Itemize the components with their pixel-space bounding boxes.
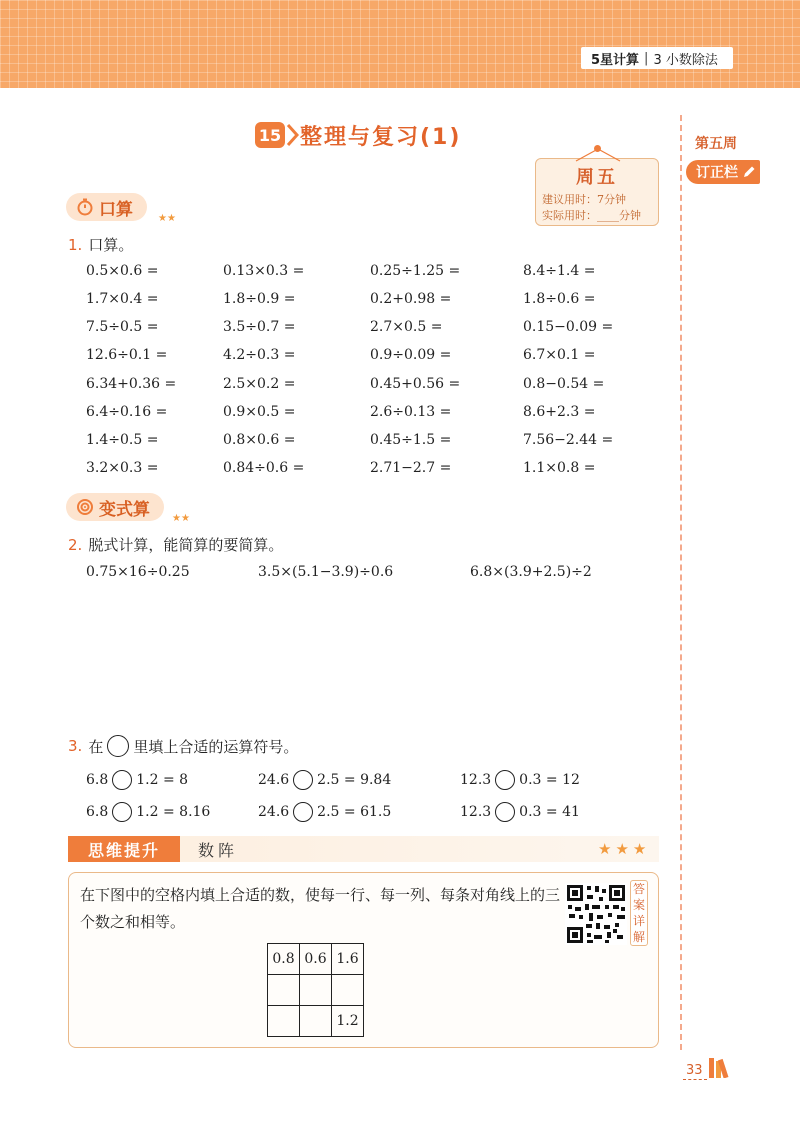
fill-expression	[460, 802, 580, 822]
thinking-tag: 思维提升	[68, 836, 180, 862]
week-label: 第五周	[695, 136, 737, 152]
expression: 8.4÷1.4 =	[523, 263, 596, 279]
operand: 12.3	[460, 772, 492, 788]
thinking-text: 在下图中的空格内填上合适的数，使每一行、每一列、每条对角线上的三个数之和相等。	[80, 886, 561, 931]
qr-code-icon[interactable]	[565, 883, 627, 945]
question-number: 2.	[68, 536, 83, 554]
grid-cell-blank[interactable]	[332, 975, 364, 1006]
section-label: 变式算	[99, 499, 150, 520]
operand: 24.6	[258, 772, 290, 788]
expression: 1.4÷0.5 =	[86, 432, 159, 448]
expression: 6.4÷0.16 =	[86, 404, 168, 420]
operand-result: 0.3 = 12	[519, 772, 580, 788]
answer-char: 详	[632, 914, 645, 928]
expression: 7.5÷0.5 =	[86, 319, 159, 335]
blank-circle-icon	[107, 735, 129, 757]
expression: 0.84÷0.6 =	[223, 460, 305, 476]
operator-blank[interactable]	[495, 770, 515, 790]
fill-expression	[258, 770, 391, 790]
expression: 2.71−2.7 =	[370, 460, 452, 476]
question-1	[68, 234, 133, 255]
expression: 6.8×(3.9+2.5)÷2	[470, 564, 592, 580]
header-separator: |	[644, 50, 649, 66]
correction-label: 订正栏	[696, 165, 738, 181]
question-number: 3.	[68, 737, 83, 755]
expression: 0.13×0.3 =	[223, 263, 305, 279]
operand: 6.8	[86, 804, 109, 820]
expression: 1.7×0.4 =	[86, 291, 159, 307]
expression: 0.8−0.54 =	[523, 376, 605, 392]
expression: 4.2÷0.3 =	[223, 347, 296, 363]
section-tag-variation	[66, 493, 164, 521]
grid-cell-blank[interactable]	[300, 975, 332, 1006]
chapter-tab	[581, 47, 733, 69]
question-text: 脱式计算，能简算的要简算。	[88, 536, 284, 554]
expression: 0.25÷1.25 =	[370, 263, 461, 279]
expression: 2.7×0.5 =	[370, 319, 443, 335]
target-icon	[76, 498, 94, 516]
operand-result: 1.2 = 8.16	[136, 804, 211, 820]
fill-expression	[86, 770, 188, 790]
day-name: 周五	[576, 167, 618, 188]
expression: 0.5×0.6 =	[86, 263, 159, 279]
star-icon: ★★	[158, 213, 176, 224]
expression: 2.5×0.2 =	[223, 376, 296, 392]
operator-blank[interactable]	[495, 802, 515, 822]
binding-line	[680, 115, 682, 1050]
grid-cell: 0.8	[268, 944, 300, 975]
expression: 1.8÷0.6 =	[523, 291, 596, 307]
answer-char: 答	[632, 882, 645, 896]
difficulty-stars: ★★★	[598, 840, 651, 858]
grid-cell: 1.2	[332, 1006, 364, 1037]
expression: 0.9×0.5 =	[223, 404, 296, 420]
expression: 6.7×0.1 =	[523, 347, 596, 363]
unit-title: 3 小数除法	[653, 52, 718, 68]
expression: 6.34+0.36 =	[86, 376, 177, 392]
expression: 12.6÷0.1 =	[86, 347, 168, 363]
expression: 0.75×16÷0.25	[86, 564, 190, 580]
expression: 3.2×0.3 =	[86, 460, 159, 476]
fill-expression	[258, 802, 391, 822]
operand: 6.8	[86, 772, 109, 788]
grid-cell-blank[interactable]	[268, 975, 300, 1006]
magic-square-grid	[267, 943, 364, 1037]
question-text: 口算。	[88, 236, 134, 254]
chevron-right-icon	[287, 124, 299, 146]
question-text-pre: 在	[88, 737, 104, 756]
suggested-time: 建议用时：7分钟	[542, 193, 626, 206]
operator-blank[interactable]	[112, 802, 132, 822]
question-number: 1.	[68, 236, 83, 254]
question-text-post: 里填上合适的运算符号。	[133, 737, 299, 756]
question-2	[68, 534, 283, 555]
section-label: 口算	[99, 199, 133, 220]
expression: 0.45+0.56 =	[370, 376, 461, 392]
operand-result: 2.5 = 9.84	[317, 772, 392, 788]
star-icon: ★★	[172, 513, 190, 524]
expression: 3.5÷0.7 =	[223, 319, 296, 335]
grid-cell: 0.6	[300, 944, 332, 975]
answer-char: 解	[632, 930, 645, 944]
expression: 2.6÷0.13 =	[370, 404, 452, 420]
expression: 8.6+2.3 =	[523, 404, 596, 420]
question-3	[68, 735, 298, 757]
grid-cell: 1.6	[332, 944, 364, 975]
section-tag-oral	[66, 193, 147, 221]
expression: 7.56−2.44 =	[523, 432, 614, 448]
day-card	[535, 158, 659, 226]
operator-blank[interactable]	[293, 770, 313, 790]
expression: 0.45÷1.5 =	[370, 432, 452, 448]
actual-time: 实际用时：____分钟	[542, 209, 641, 222]
header-band	[0, 0, 800, 88]
expression: 1.8÷0.9 =	[223, 291, 296, 307]
operand: 24.6	[258, 804, 290, 820]
operator-blank[interactable]	[293, 802, 313, 822]
expression: 3.5×(5.1−3.9)÷0.6	[258, 564, 394, 580]
page-title: 整理与复习(1)	[300, 125, 462, 150]
grid-cell-blank[interactable]	[300, 1006, 332, 1037]
expression: 0.15−0.09 =	[523, 319, 614, 335]
fill-expression	[460, 770, 580, 790]
page-number-underline	[683, 1079, 707, 1080]
operator-blank[interactable]	[112, 770, 132, 790]
thinking-subtitle: 数阵	[198, 841, 239, 860]
operand-result: 1.2 = 8	[136, 772, 189, 788]
operand-result: 0.3 = 41	[519, 804, 580, 820]
book-title: 5星计算	[591, 52, 640, 68]
stopwatch-icon	[76, 198, 94, 216]
lesson-number-badge: 15	[255, 122, 285, 148]
fill-expression	[86, 802, 210, 822]
operand-result: 2.5 = 61.5	[317, 804, 392, 820]
expression: 0.8×0.6 =	[223, 432, 296, 448]
answer-detail-label[interactable]	[630, 880, 648, 946]
pin-icon	[594, 145, 601, 152]
grid-cell-blank[interactable]	[268, 1006, 300, 1037]
answer-char: 案	[632, 898, 645, 912]
operand: 12.3	[460, 804, 492, 820]
expression: 0.9÷0.09 =	[370, 347, 452, 363]
expression: 0.2+0.98 =	[370, 291, 452, 307]
expression: 1.1×0.8 =	[523, 460, 596, 476]
page-number: 33	[686, 1063, 703, 1078]
books-icon	[708, 1056, 738, 1078]
pencil-icon	[741, 164, 757, 180]
correction-column-label	[686, 160, 760, 184]
